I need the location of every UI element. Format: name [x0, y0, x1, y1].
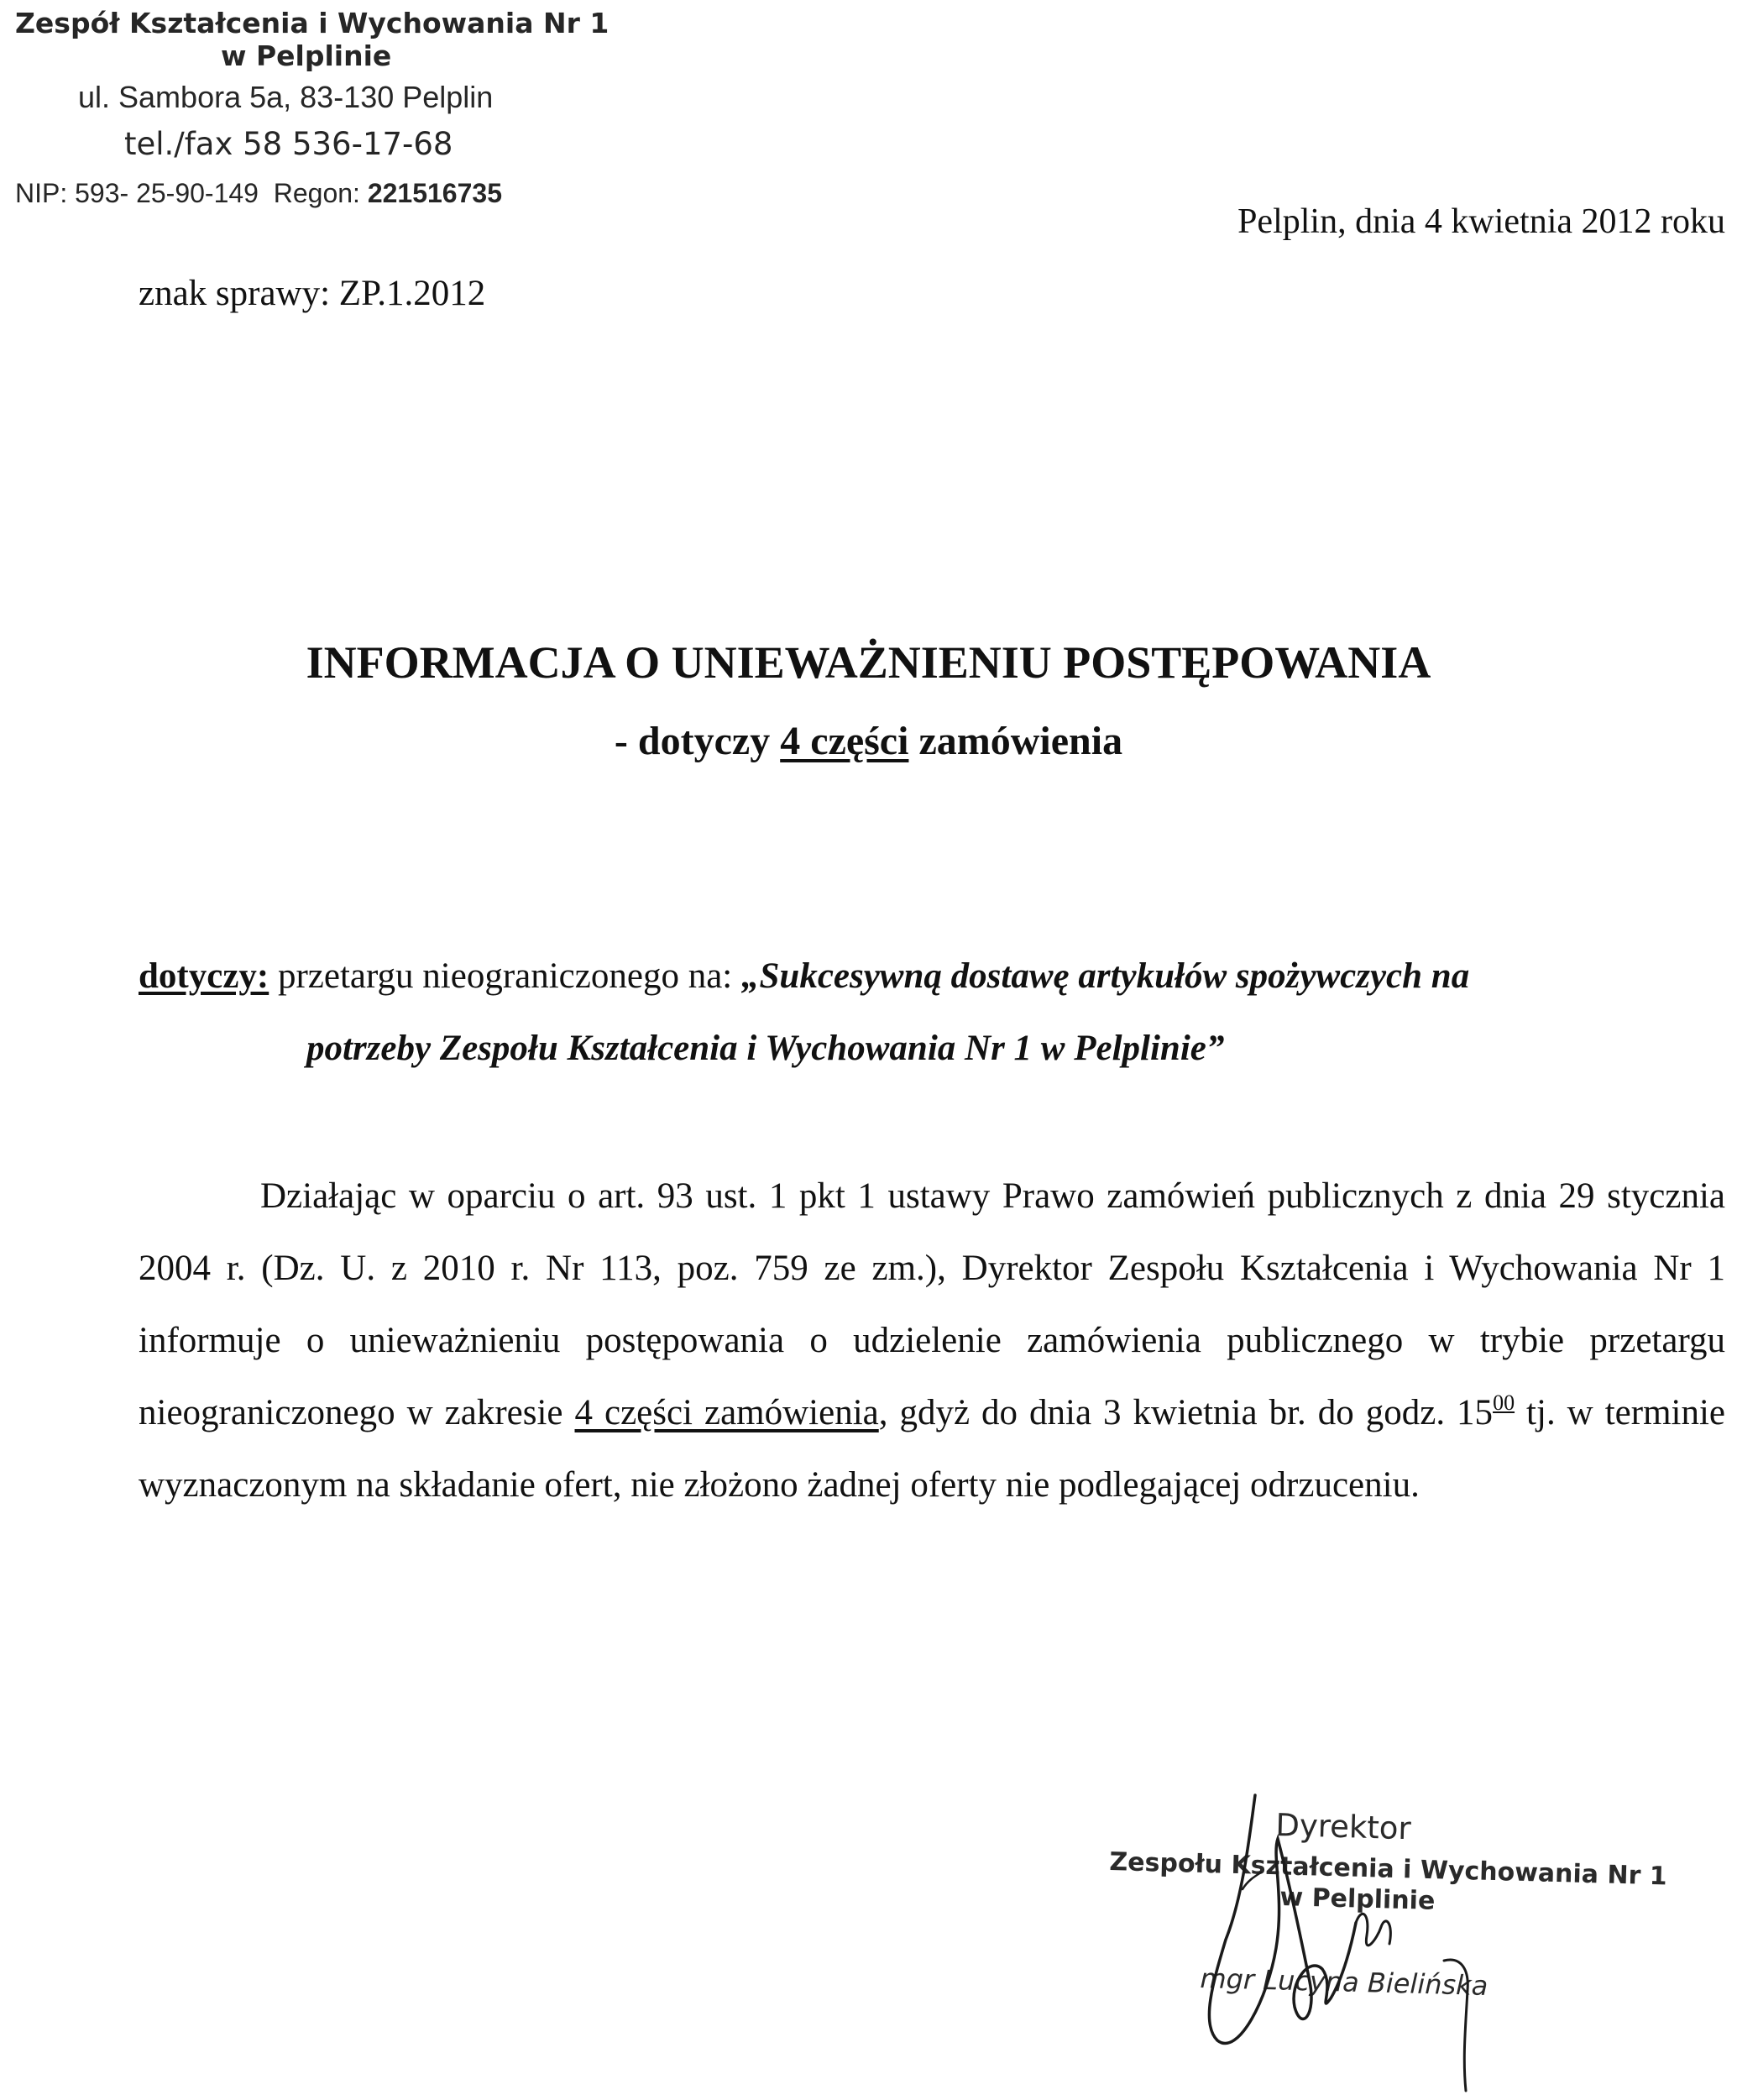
body-superscript: 00 [1493, 1390, 1515, 1415]
stamp-city: w Pelplinie [221, 39, 392, 72]
subject-section [139, 940, 1725, 1085]
document-date: Pelplin, dnia 4 kwietnia 2012 roku [1237, 202, 1725, 241]
case-reference: znak sprawy: ZP.1.2012 [139, 274, 486, 313]
document-title: INFORMACJA O UNIEWAŻNIENIU POSTĘPOWANIA [306, 637, 1431, 688]
handwritten-signature [1100, 1788, 1671, 2099]
body-paragraph [139, 1160, 1725, 1521]
stamp-school-name: Zespół Kształcenia i Wychowania Nr 1 [15, 7, 610, 39]
signature-name: mgr Lucyna Bielińska [1200, 1962, 1488, 2002]
subject-text: przetargu nieograniczonego na: [269, 956, 741, 996]
stamp-regon-value: 221516735 [367, 178, 502, 208]
subtitle-suffix: zamówienia [908, 719, 1123, 763]
signature-org: Zespołu Kształcenia i Wychowania Nr 1 [1109, 1847, 1668, 1892]
stamp-address: ul. Sambora 5a, 83-130 Pelplin [78, 80, 494, 114]
signature-title: Dyrektor [1274, 1807, 1412, 1847]
subject-title-line2: potrzeby Zespołu Kształcenia i Wychowania Nr 1 w Pelplinie” [306, 1029, 1225, 1068]
stamp-nip: NIP: 593- 25-90-149 [15, 178, 259, 208]
subject-title-line1: „Sukcesywną dostawę artykułów spożywczych na [740, 956, 1470, 996]
body-text-2: , gdyż do dnia 3 kwietnia br. do godz. 15 [878, 1393, 1494, 1432]
stamp-ids [15, 178, 502, 209]
stamp-regon-label: Regon: [273, 178, 360, 208]
subtitle-prefix: - dotyczy [614, 719, 781, 763]
subject-label: dotyczy: [139, 956, 269, 996]
signature-city: w Pelplinie [1279, 1883, 1436, 1916]
document-subtitle [0, 718, 1737, 764]
signature-block [1100, 1788, 1671, 2099]
body-underlined: 4 części zamówienia [574, 1393, 879, 1432]
subtitle-underlined: 4 części [780, 719, 909, 763]
body-text-1: Działając w oparciu o art. 93 ust. 1 pkt 1 ustawy Prawo zamówień publicznych z dnia 29 stycznia 2004 r. (Dz. U. z 2010 r. Nr 113, poz. 759 ze zm.), Dyrektor Zespołu Kształcenia i Wychowania Nr 1 informuje o unieważnieniu postępowania o udzielenie zamówienia publicznego w trybie przetargu nieograniczonego w zakresie [139, 1176, 1725, 1432]
stamp-phone: tel./fax 58 536-17-68 [124, 126, 453, 162]
body-text-3: tj. w terminie wyznaczonym na składanie ofert, nie złożono żadnej oferty nie podlegającej odrzuceniu. [139, 1393, 1725, 1505]
